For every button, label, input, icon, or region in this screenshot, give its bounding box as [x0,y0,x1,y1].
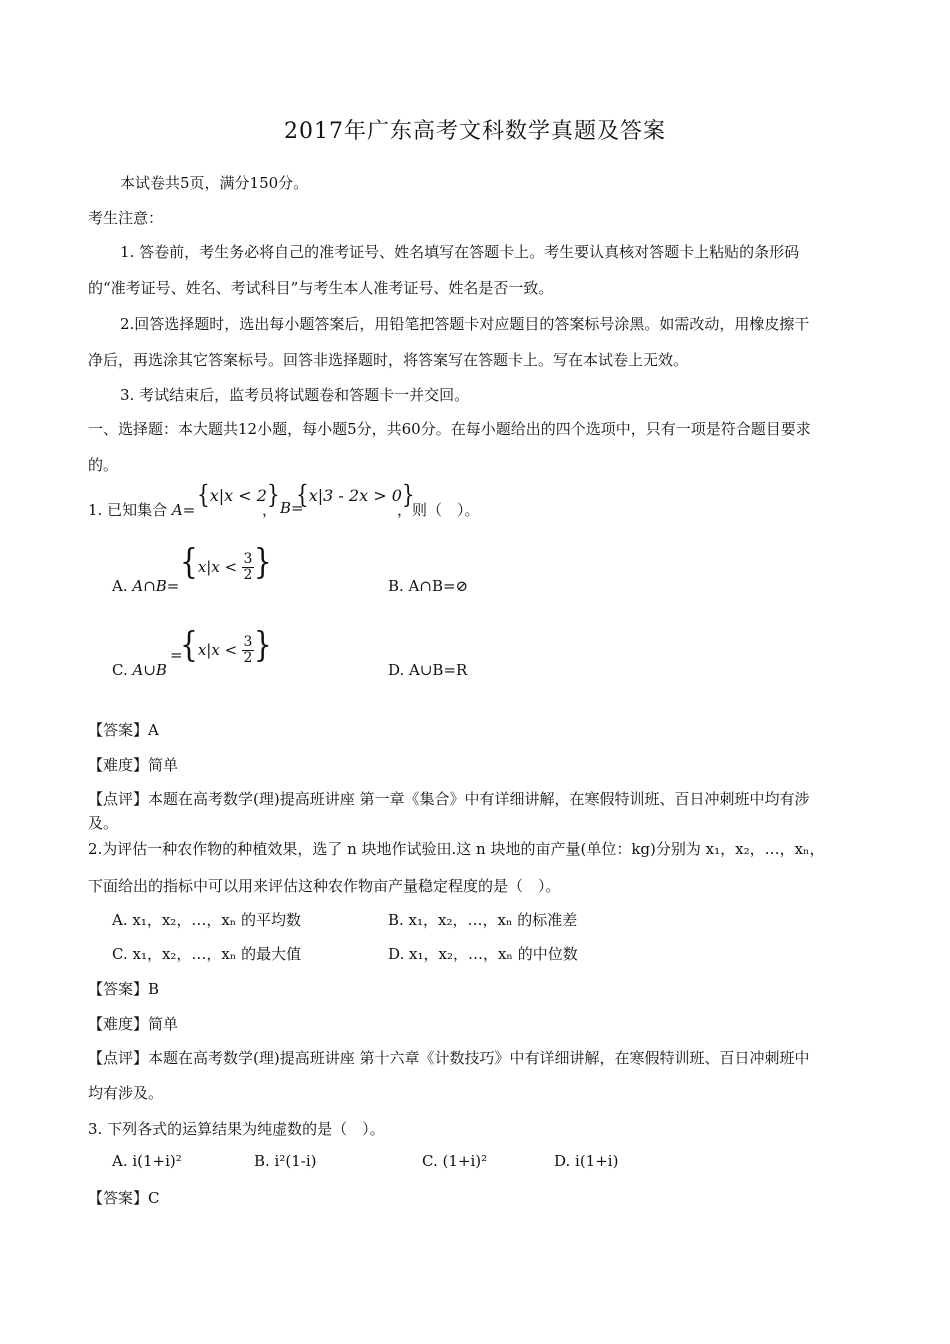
q1-option-a: A. A∩B= [112,577,180,595]
notice-3: 3. 考试结束后，监考员将试题卷和答题卡一并交回。 [120,386,470,404]
fraction: $\frac{3}{2}$ [243,550,253,583]
q1-stem-suffix: ，则（ ）。 [397,501,480,519]
q3-option-c: C. (1+i)² [422,1152,488,1170]
q1-stem [88,499,195,520]
q1-sep: ， [262,501,278,519]
notice-1-line-2: 的“准考证号、姓名、考试科目”与考生本人准考证号、姓名是否一致。 [88,279,554,297]
q2-stem-line-1: 2.为评估一种农作物的种植效果，选了 n 块地作试验田.这 n 块地的亩产量(单位：kg)分别为 x₁，x₂，…，xₙ， [88,840,825,858]
q1-review-line-1: 【点评】本题在高考数学(理)提高班讲座 第一章《集合》中有详细讲解，在寒假特训班、百日冲刺班中均有涉 [88,790,810,808]
q1-option-b: B. A∩B=⊘ [388,577,469,595]
q3-stem: 3. 下列各式的运算结果为纯虚数的是（ ）。 [88,1120,385,1138]
q1-set-a-label: A= [171,501,196,519]
q3-option-d: D. i(1+i) [554,1152,619,1170]
fraction: $\frac{3}{2}$ [243,633,253,666]
q2-stem-line-2: 下面给出的指标中可以用来评估这种农作物亩产量稳定程度的是（ ）。 [88,877,561,895]
q3-option-a: A. i(1+i)² [112,1152,182,1170]
q2-option-d: D. x₁，x₂，…，xₙ 的中位数 [388,945,578,963]
section-heading-line-2: 的。 [88,456,119,474]
q1-option-a-set: {x|x < $\frac{3}{2}$ } [180,540,272,583]
notice-2-line-2: 净后，再选涂其它答案标号。回答非选择题时，将答案写在答题卡上。写在本试卷上无效。 [88,351,689,369]
q1-stem-prefix: 1. 已知集合 [88,501,172,519]
q2-option-c: C. x₁，x₂，…，xₙ 的最大值 [112,945,302,963]
q2-option-a: A. x₁，x₂，…，xₙ 的平均数 [112,911,302,929]
q2-review-line-2: 均有涉及。 [88,1084,164,1102]
q1-answer: 【答案】A [88,721,159,739]
q3-option-b: B. i²(1-i) [254,1152,317,1170]
notice-1-line-1: 1. 答卷前，考生务必将自己的准考证号、姓名填写在答题卡上。考生要认真核对答题卡上粘贴的条形码 [120,243,800,261]
q2-option-b: B. x₁，x₂，…，xₙ 的标准差 [388,911,578,929]
notice-2-line-1: 2.回答选择题时，选出每小题答案后，用铅笔把答题卡对应题目的答案标号涂黑。如需改动，用橡皮擦干 [120,315,810,333]
intro-text: 本试卷共5页，满分150分。 [120,174,309,192]
q1-option-c-set: {x|x < $\frac{3}{2}$ } [180,623,272,666]
q1-set-a: {x|x < 2} [197,479,280,509]
q1-difficulty: 【难度】简单 [88,756,179,774]
q1-option-c: C. A∪B [112,661,167,679]
section-heading-line-1: 一、选择题：本大题共12小题，每小题5分，共60分。在每小题给出的四个选项中，只有一项是符合题目要求 [88,420,811,438]
q1-review-line-2: 及。 [88,814,119,832]
q2-review-line-1: 【点评】本题在高考数学(理)提高班讲座 第十六章《计数技巧》中有详细讲解，在寒假特训班、百日冲刺班中 [88,1049,810,1067]
q1-option-d: D. A∪B=R [388,661,468,679]
q3-answer: 【答案】C [88,1189,160,1207]
q2-difficulty: 【难度】简单 [88,1015,179,1033]
q1-option-c-eq: = [170,646,183,664]
page-title: 2017年广东高考文科数学真题及答案 [284,119,666,144]
q1-set-b-label: B= [280,499,304,517]
q2-answer: 【答案】B [88,980,160,998]
notice-heading: 考生注意： [88,209,164,227]
q1-set-b: {x|3 - 2x > 0} [296,479,415,509]
